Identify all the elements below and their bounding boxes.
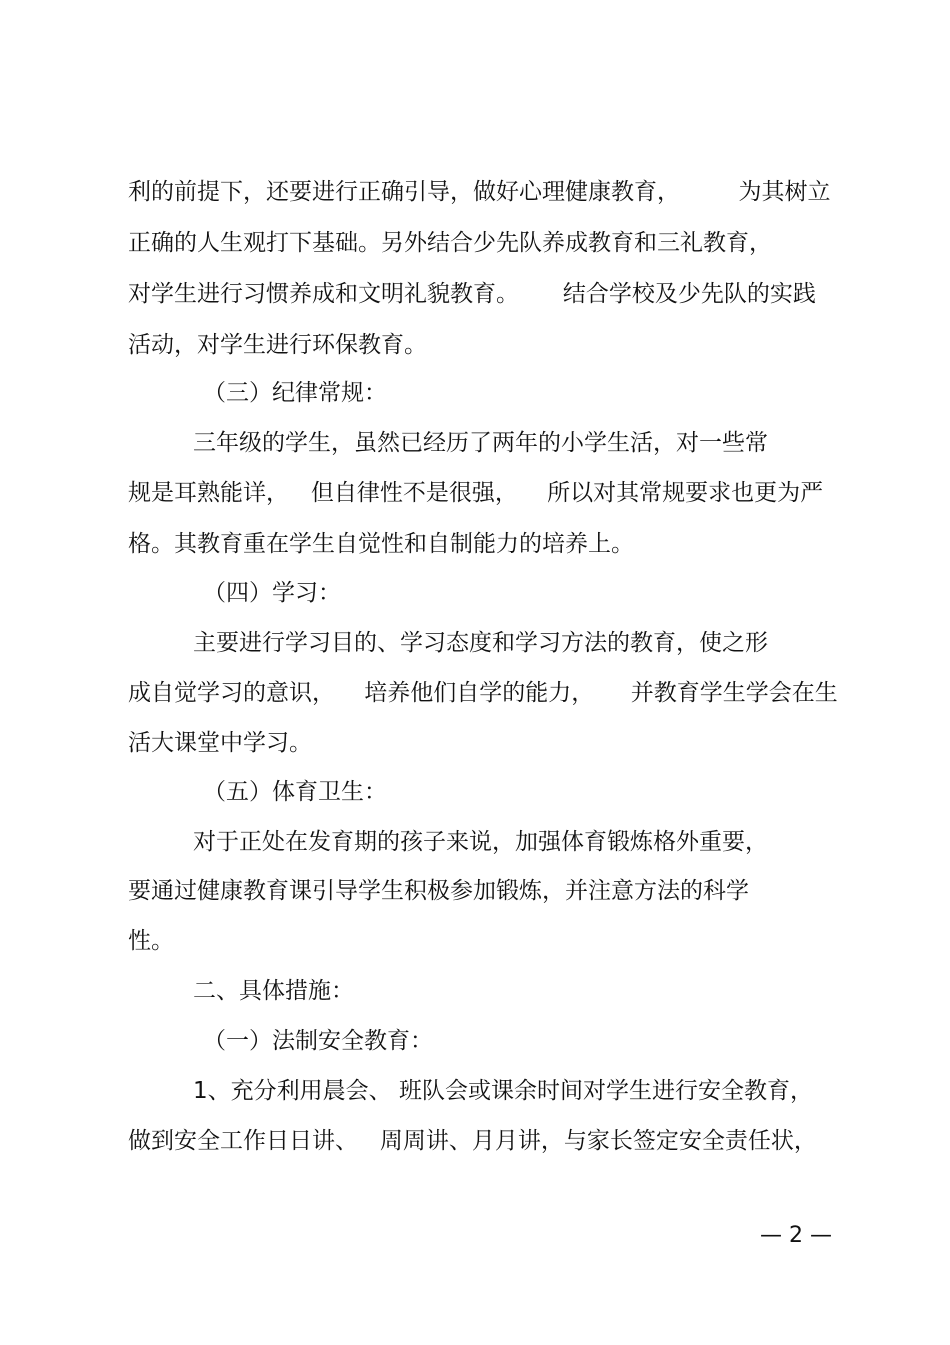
text-line-19: 1、充分利用晨会、 班队会或课余时间对学生进行安全教育， <box>193 1078 813 1104</box>
section-heading-safety: （一）法制安全教育： <box>203 1028 433 1054</box>
text-line-12: 活大课堂中学习。 <box>128 730 312 756</box>
section-heading-measures: 二、具体措施： <box>193 978 354 1004</box>
text-line-10: 主要进行学习目的、学习态度和学习方法的教育，使之形 <box>193 630 768 656</box>
text-line-20: 做到安全工作日日讲、 周周讲、月月讲，与家长签定安全责任状， <box>128 1128 817 1154</box>
text-line-11: 成自觉学习的意识， 培养他们自学的能力， 并教育学生学会在生 <box>128 680 838 706</box>
text-line-8: 格。其教育重在学生自觉性和自制能力的培养上。 <box>128 531 634 557</box>
page-number: — 2 — <box>760 1223 832 1248</box>
text-line-16: 性。 <box>128 928 174 954</box>
text-line-15: 要通过健康教育课引导学生积极参加锻炼，并注意方法的科学 <box>128 878 749 904</box>
text-line-2: 正确的人生观打下基础。另外结合少先队养成教育和三礼教育， <box>128 230 772 256</box>
text-line-6: 三年级的学生，虽然已经历了两年的小学生活，对一些常 <box>193 430 768 456</box>
section-heading-study: （四）学习： <box>203 580 341 606</box>
text-line-1: 利的前提下，还要进行正确引导，做好心理健康教育， 为其树立 <box>128 179 831 205</box>
text-line-3: 对学生进行习惯养成和文明礼貌教育。 结合学校及少先队的实践 <box>128 281 816 307</box>
text-line-4: 活动，对学生进行环保教育。 <box>128 332 427 358</box>
text-line-7: 规是耳熟能详， 但自律性不是很强， 所以对其常规要求也更为严 <box>128 480 824 506</box>
section-heading-discipline: （三）纪律常规： <box>203 380 387 406</box>
text-line-14: 对于正处在发育期的孩子来说，加强体育锻炼格外重要， <box>193 829 768 855</box>
section-heading-pe-health: （五）体育卫生： <box>203 779 387 805</box>
